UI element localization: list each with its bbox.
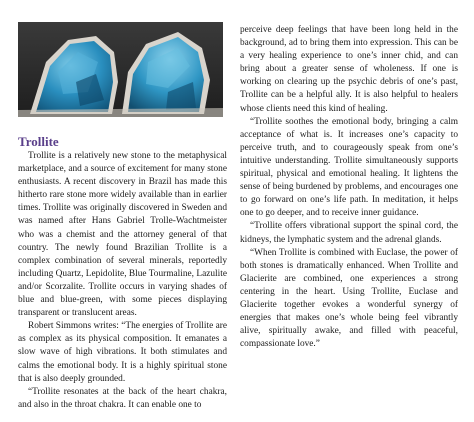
paragraph: “Trollite offers vibrational support the spinal cord, the kidneys, the lymphatic system and the adrenal glands. bbox=[240, 221, 458, 245]
paragraph: perceive deep feelings that have been long held in the background, ad to bring them into expression. This can be a very healing experience to one’s inner chid, and can bring about a greater sense of wholeness. If one is working on clearing up the psychic debris of one’s past, Trollite can be a helpful ally. It is also helpful to healers whose clients need this kind of healing. bbox=[240, 25, 458, 114]
trollite-stones-image bbox=[18, 22, 223, 117]
paragraph: “Trollite resonates at the back of the heart chakra, and also in the throat chakra. It can enable one to bbox=[18, 386, 227, 410]
article-heading: Trollite bbox=[18, 134, 59, 149]
paragraph: Trollite is a relatively new stone to the metaphysical marketplace, and a source of excitement for many stone enthusiasts. A recent discovery in Brazil has made this hitherto rare stone more widely available than in earlier times. Trollite was originally discovered in Sweden and was named after Hans Gabriel Trolle-Wachtmeister who was a chemist and the attorney general of that country. The newly found Brazilian Trollite is a complex combination of several minerals, reportedly including Quartz, Lepidolite, Blue Tourmaline, Lazulite and/or Scorzalite. Trollite occurs in varying shades of blue and blue-green, with some pieces displaying transparent or translucent areas. bbox=[18, 151, 227, 319]
paragraph: Robert Simmons writes: “The energies of Trollite are as complex as its physical composition. It emanates a slow wave of high vibrations. It both stimulates and calms the emotional body. It is a highly spiritual stone that is also deeply grounded. bbox=[18, 321, 227, 384]
paragraph: “Trollite soothes the emotional body, bringing a calm acceptance of what is. It increases one’s capacity to perceive truth, and to courageously speak from one’s intuitive understanding. Trollite simultaneously supports spiritual, physical and emotional healing. It lightens the sense of being burdened by problems, and encourages one to go forward on one’s life path. In meditation, it helps one to go deeper, and to receive inner guidance. bbox=[240, 116, 458, 219]
right-column bbox=[240, 24, 458, 351]
left-column bbox=[18, 124, 227, 412]
trollite-photo bbox=[18, 22, 223, 117]
paragraph: “When Trollite is combined with Euclase, the power of both stones is dramatically enhanced. When Trollite and Glacierite are combined, one experiences a strong centering in the heart. Using Trollite, Euclase and Glacierite together evokes a wonderful synergy of energies that makes one’s whole being feel vibrantly alive, spiritually awake, and filled with peaceful, compassionate love.” bbox=[240, 247, 458, 350]
